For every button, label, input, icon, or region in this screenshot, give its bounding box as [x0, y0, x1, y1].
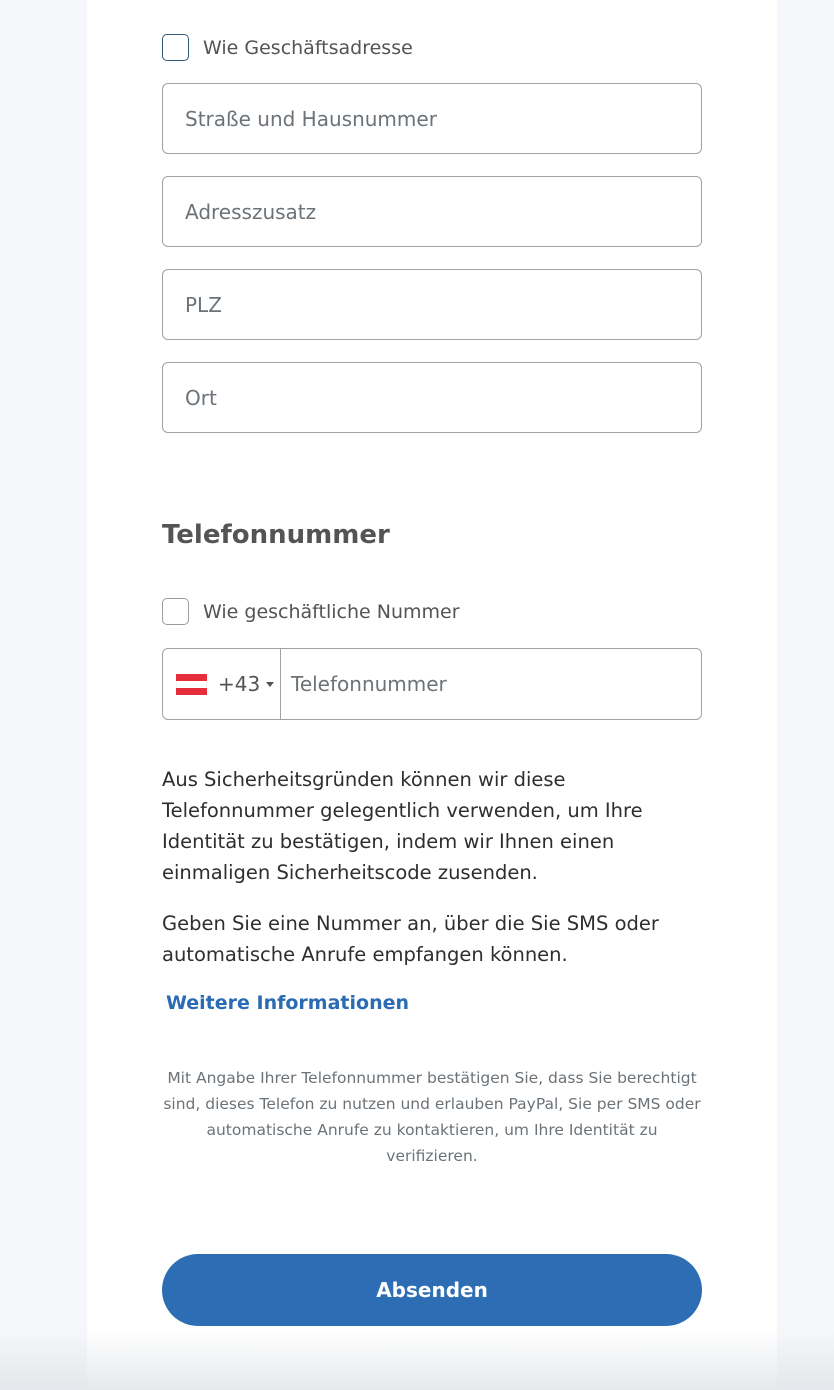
phone-number-input[interactable]: Telefonnummer: [291, 672, 447, 696]
phone-section-title: Telefonnummer: [162, 520, 390, 550]
street-input[interactable]: [162, 83, 702, 154]
austria-flag-icon: [176, 674, 207, 695]
zip-input[interactable]: [162, 269, 702, 340]
address-extra-input[interactable]: [162, 176, 702, 247]
more-info-link[interactable]: Weitere Informationen: [166, 992, 410, 1014]
city-input[interactable]: [162, 362, 702, 433]
country-code-select[interactable]: [163, 649, 281, 719]
same-as-business-address-label: Wie Geschäftsadresse: [203, 36, 413, 59]
same-as-business-phone-checkbox-row[interactable]: [162, 598, 460, 625]
phone-input-group: [162, 648, 702, 720]
security-info-text: Aus Sicherheitsgründen können wir diese Telefonnummer gelegentlich verwenden, um Ihre Identität zu bestätigen, indem wir Ihnen einen einmaligen Sicherheitscode zusenden.: [162, 768, 643, 884]
street-placeholder: Straße und Hausnummer: [185, 106, 437, 131]
city-placeholder: Ort: [185, 385, 217, 410]
same-as-business-address-checkbox[interactable]: [162, 34, 189, 61]
caret-down-icon: [266, 682, 274, 687]
sms-info-text: Geben Sie eine Nummer an, über die Sie SMS oder automatische Anrufe empfangen können.: [162, 912, 659, 966]
consent-disclaimer: Mit Angabe Ihrer Telefonnummer bestätigen Sie, dass Sie berechtigt sind, dieses Telefon zu nutzen und erlauben PayPal, Sie per SMS oder automatische Anrufe zu kontaktieren, um Ihre Identität zu verifizieren.: [163, 1069, 701, 1165]
zip-placeholder: PLZ: [185, 292, 222, 317]
same-as-business-phone-label: Wie geschäftliche Nummer: [203, 600, 460, 623]
same-as-business-address-checkbox-row[interactable]: [162, 34, 413, 61]
address-extra-placeholder: Adresszusatz: [185, 199, 317, 224]
same-as-business-phone-checkbox[interactable]: [162, 598, 189, 625]
submit-button[interactable]: Absenden: [162, 1254, 702, 1326]
country-code-value: +43: [218, 672, 261, 696]
